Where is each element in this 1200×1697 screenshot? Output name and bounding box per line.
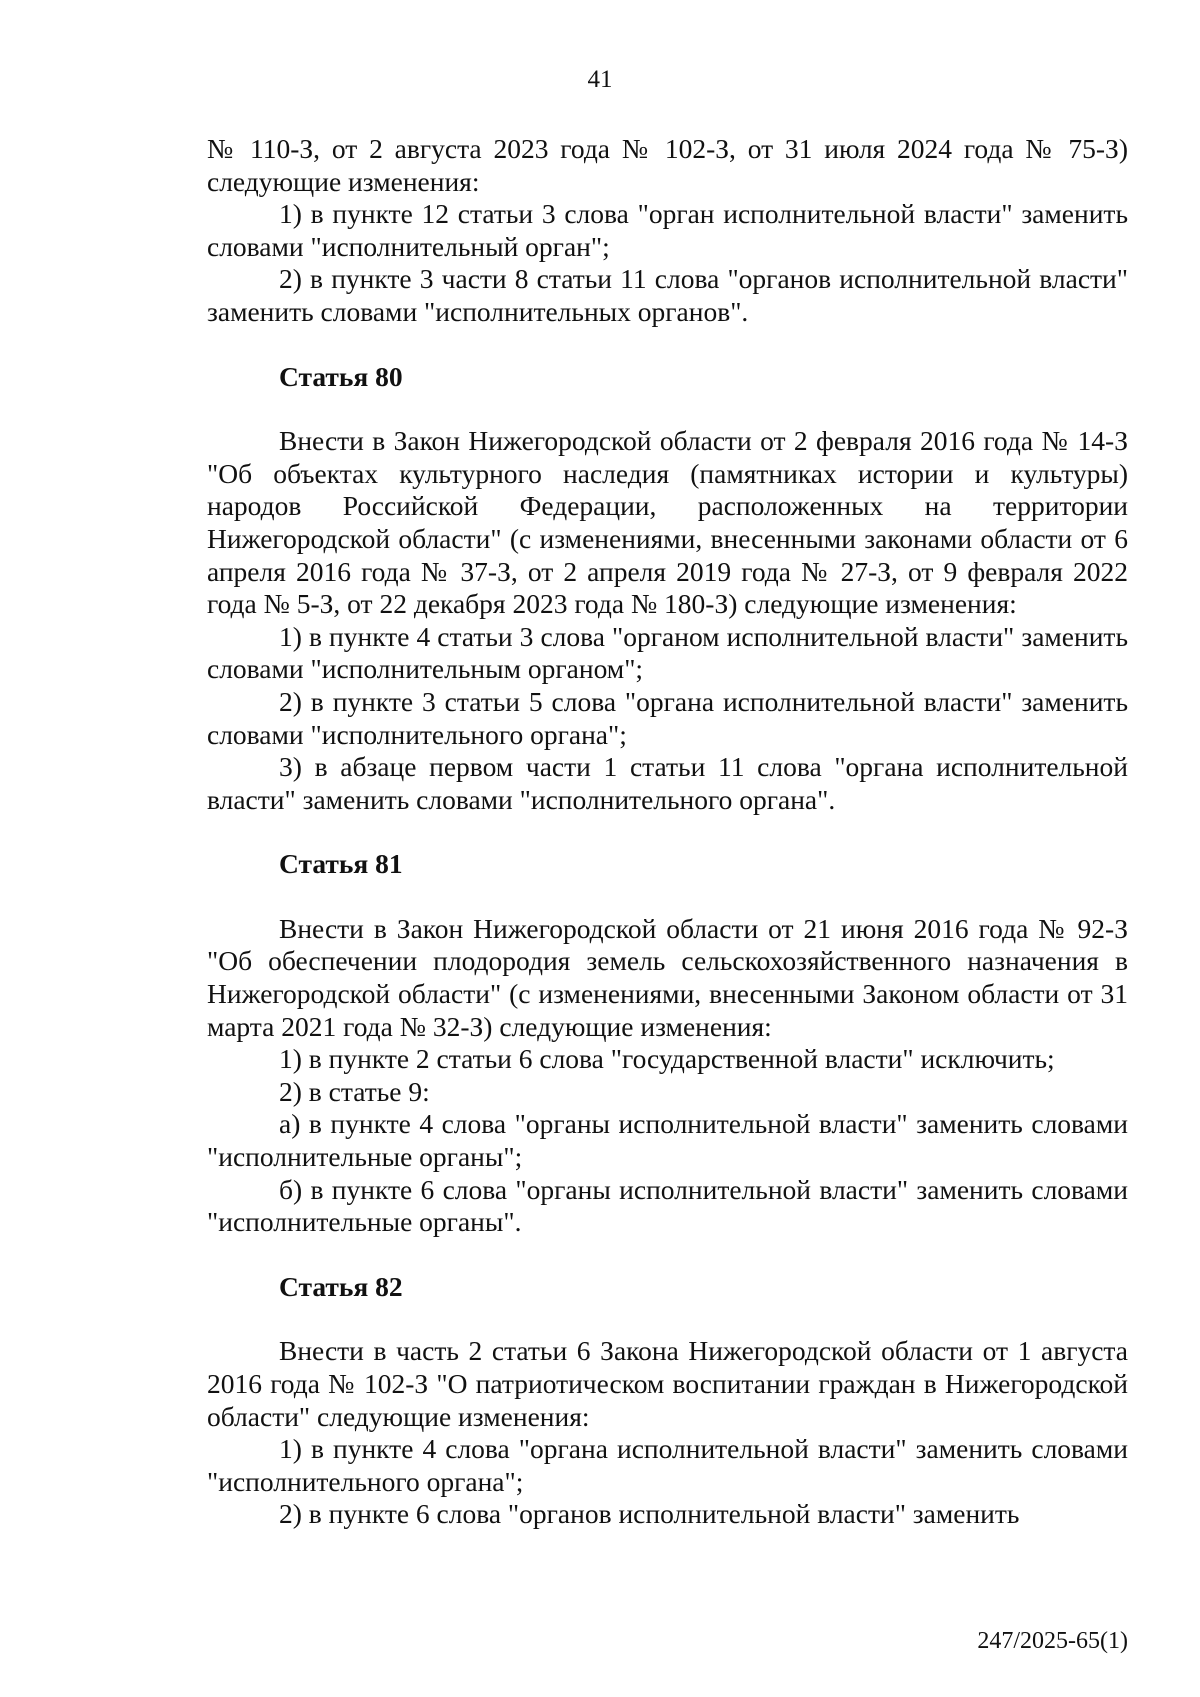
article-heading-80: Статья 80 [279, 360, 403, 392]
list-item: 1) в пункте 12 статьи 3 слова "орган исполнительной власти" заменить словами "исполнительный орган"; [207, 198, 1128, 262]
list-item: 1) в пункте 4 слова "органа исполнительной власти" заменить словами "исполнительного органа"; [207, 1433, 1128, 1497]
list-item: 1) в пункте 2 статьи 6 слова "государственной власти" исключить; [279, 1043, 1055, 1075]
list-item: 2) в статье 9: [279, 1075, 430, 1107]
article-heading-82: Статья 82 [279, 1270, 403, 1302]
article-heading-81: Статья 81 [279, 848, 403, 880]
sub-list-item: а) в пункте 4 слова "органы исполнительной власти" заменить словами "исполнительные органы"; [207, 1108, 1128, 1173]
list-item: 3) в абзаце первом части 1 статьи 11 слова "органа исполнительной власти" заменить словами "исполнительного органа". [207, 751, 1128, 815]
sub-list-item: б) в пункте 6 слова "органы исполнительной власти" заменить словами "исполнительные органы". [207, 1173, 1128, 1238]
paragraph: № 110-З, от 2 августа 2023 года № 102-З, от 31 июля 2024 года № 75-З) следующие изменения: [207, 133, 1128, 197]
paragraph: Внести в часть 2 статьи 6 Закона Нижегородской области от 1 августа 2016 года № 102-З "О патриотическом воспитании граждан в Нижегородской области" следующие изменения: [207, 1335, 1128, 1432]
document-code: 247/2025-65(1) [977, 1628, 1128, 1654]
list-item: 2) в пункте 3 части 8 статьи 11 слова "органов исполнительной власти" заменить словами "исполнительных органов". [207, 263, 1128, 327]
paragraph: Внести в Закон Нижегородской области от 2 февраля 2016 года № 14-З "Об объектах культурного наследия (памятниках истории и культуры) народов Российской Федерации, расположенных на территории Нижегородской области" (с изменениями, внесенными законами области от 6 апреля 2016 года № 37-З, от 2 апреля 2019 года № 27-З, от 9 февраля 2022 года № 5-З, от 22 декабря 2023 года № 180-З) следующие изменения: [207, 425, 1128, 620]
list-item: 2) в пункте 6 слова "органов исполнительной власти" заменить [279, 1498, 1020, 1530]
paragraph: Внести в Закон Нижегородской области от 21 июня 2016 года № 92-З "Об обеспечении плодородия земель сельскохозяйственного назначения в Нижегородской области" (с изменениями, внесенными Законом области от 31 марта 2021 года № 32-З) следующие изменения: [207, 912, 1128, 1042]
page-number: 41 [587, 66, 613, 93]
document-body [207, 133, 1128, 1531]
list-item: 2) в пункте 3 статьи 5 слова "органа исполнительной власти" заменить словами "исполнительного органа"; [207, 685, 1128, 750]
list-item: 1) в пункте 4 статьи 3 слова "органом исполнительной власти" заменить словами "исполнительным органом"; [207, 620, 1128, 685]
